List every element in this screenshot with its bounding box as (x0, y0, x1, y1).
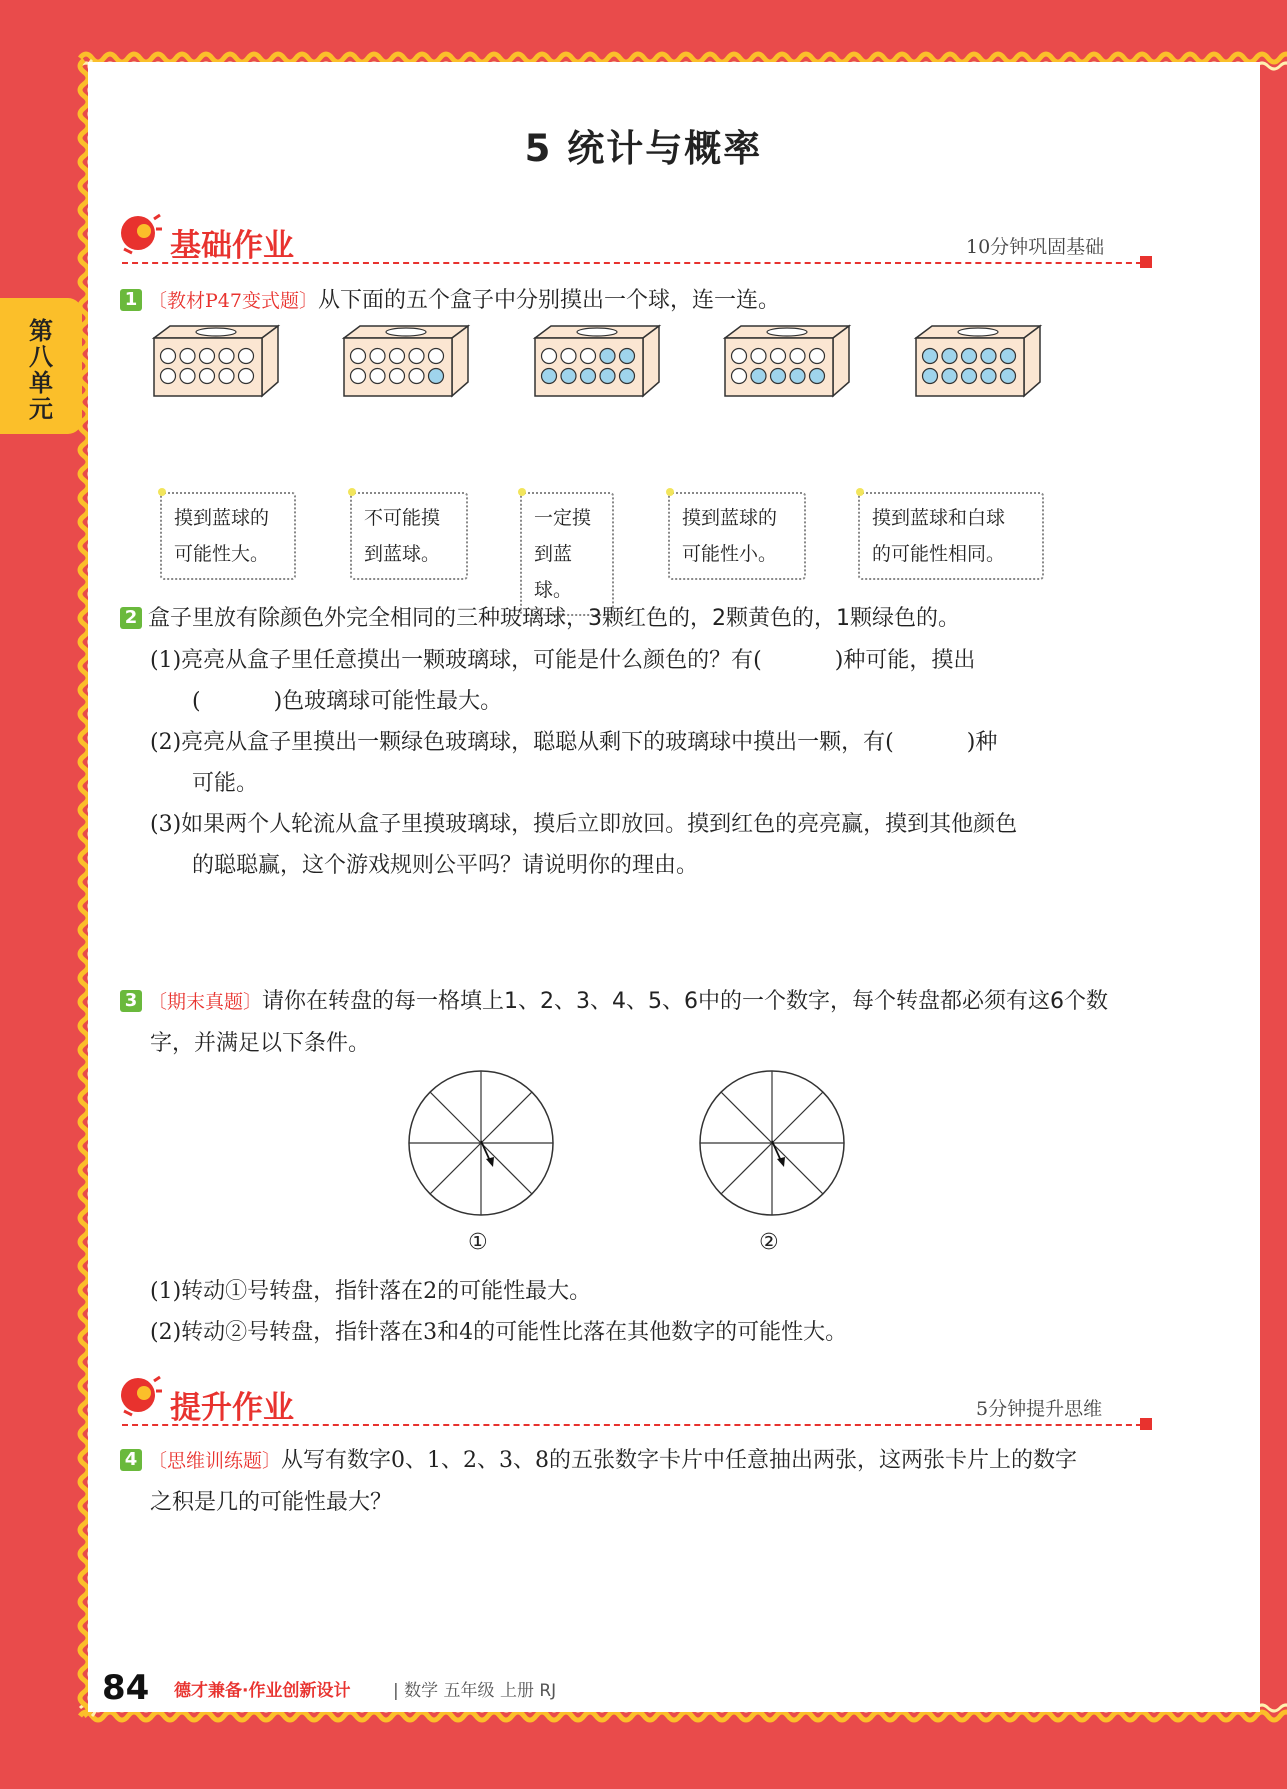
white-ball (351, 349, 366, 364)
blue-ball (771, 369, 786, 384)
question-1 (120, 280, 780, 322)
q3-condition-1: (1)转动①号转盘，指针落在2的可能性最大。 (150, 1279, 592, 1304)
blue-ball (429, 369, 444, 384)
white-ball (390, 349, 405, 364)
blue-ball (942, 349, 957, 364)
blue-ball (542, 369, 557, 384)
card-pin-icon (518, 488, 526, 496)
blue-ball (981, 369, 996, 384)
question-number: 4 (120, 1449, 142, 1471)
question-text: 从写有数字0、1、2、3、8的五张数字卡片中任意抽出两张，这两张卡片上的数字 (281, 1448, 1078, 1473)
page-number: 84 (102, 1668, 150, 1708)
white-ball (561, 349, 576, 364)
white-ball (351, 369, 366, 384)
white-ball (790, 349, 805, 364)
lightbulb-mascot-icon (116, 209, 162, 259)
section-title-advanced: 提升作业 (170, 1390, 294, 1426)
divider-end-mark (1140, 256, 1152, 268)
q2-part3-line1: (3)如果两个人轮流从盒子里摸玻璃球，摸后立即放回。摸到红色的亮亮赢，摸到其他颜色 (150, 812, 1018, 837)
card-line-2: 到蓝球。 (364, 543, 441, 565)
q2-part1-line1: (1)亮亮从盒子里任意摸出一颗玻璃球，可能是什么颜色的？有( )种可能，摸出 (150, 648, 976, 673)
question-source: 〔思维训练题〕 (148, 1450, 282, 1472)
blue-ball (600, 369, 615, 384)
blue-ball (923, 369, 938, 384)
q2-part3-line2: 的聪聪赢，这个游戏规则公平吗？请说明你的理由。 (192, 853, 699, 878)
footer-info: | 数学 五年级 上册 RJ (393, 1681, 557, 1701)
section-subtitle-basic: 10分钟巩固基础 (966, 236, 1105, 258)
question-text: 盒子里放有除颜色外完全相同的三种玻璃球，3颗红色的，2颗黄色的，1颗绿色的。 (148, 606, 960, 631)
q2-part1-line2: ( )色玻璃球可能性最大。 (192, 689, 503, 714)
card-pin-icon (856, 488, 864, 496)
card-line-2: 可能性小。 (682, 543, 778, 565)
q2-part2-line2: 可能。 (192, 771, 259, 796)
white-ball (409, 349, 424, 364)
blue-ball (751, 369, 766, 384)
question-source: 〔教材P47变式题〕 (148, 290, 318, 312)
spinner-wheel-2 (697, 1068, 847, 1218)
white-ball (200, 369, 215, 384)
white-ball (732, 369, 747, 384)
question-number: 3 (120, 990, 142, 1012)
answer-card (668, 492, 806, 580)
card-line-1: 不可能摸 (364, 507, 441, 529)
divider-end-mark (1140, 1418, 1152, 1430)
question-number: 2 (120, 607, 142, 629)
spinner-wheel-1 (406, 1068, 556, 1218)
page-title: 5 统计与概率 (524, 127, 763, 170)
ball-box (344, 326, 468, 396)
blue-ball (962, 369, 977, 384)
blue-ball (600, 349, 615, 364)
blue-ball (790, 369, 805, 384)
q3-condition-2: (2)转动②号转盘，指针落在3和4的可能性比落在其他数字的可能性大。 (150, 1320, 848, 1345)
unit-side-tab (0, 298, 82, 434)
blue-ball (942, 369, 957, 384)
side-tab-text: 第 八 单 元 (29, 317, 53, 423)
card-line-1: 一定摸 (534, 507, 592, 529)
blue-ball (1001, 349, 1016, 364)
white-ball (542, 349, 557, 364)
card-line-2: 可能性大。 (174, 543, 270, 565)
white-ball (732, 349, 747, 364)
card-pin-icon (666, 488, 674, 496)
footer-brand: 德才兼备·作业创新设计 (174, 1681, 351, 1701)
white-ball (180, 369, 195, 384)
blue-ball (620, 369, 635, 384)
white-ball (771, 349, 786, 364)
white-ball (219, 349, 234, 364)
section-divider (122, 262, 1152, 264)
card-pin-icon (158, 488, 166, 496)
blue-ball (962, 349, 977, 364)
card-line-1: 摸到蓝球的 (174, 507, 270, 529)
white-ball (239, 349, 254, 364)
white-ball (581, 349, 596, 364)
section-subtitle-advanced: 5分钟提升思维 (976, 1398, 1103, 1420)
white-ball (239, 369, 254, 384)
card-pin-icon (348, 488, 356, 496)
white-ball (180, 349, 195, 364)
answer-card (858, 492, 1044, 580)
blue-ball (923, 349, 938, 364)
question-3-line2: 字，并满足以下条件。 (150, 1031, 371, 1056)
ball-box (725, 326, 849, 396)
blue-ball (581, 369, 596, 384)
ball-boxes (140, 322, 1060, 402)
blue-ball (620, 349, 635, 364)
lightbulb-mascot-icon (116, 1371, 162, 1421)
question-text: 从下面的五个盒子中分别摸出一个球，连一连。 (317, 288, 780, 313)
question-source: 〔期末真题〕 (148, 991, 263, 1013)
section-divider (122, 1424, 1152, 1426)
blue-ball (561, 369, 576, 384)
question-4-line2: 之积是几的可能性最大？ (150, 1490, 393, 1515)
white-ball (161, 349, 176, 364)
white-ball (409, 369, 424, 384)
card-line-1: 摸到蓝球和白球 (872, 507, 1006, 529)
card-line-1: 摸到蓝球的 (682, 507, 778, 529)
white-ball (370, 369, 385, 384)
ball-box (916, 326, 1040, 396)
question-3 (120, 981, 1108, 1023)
white-ball (370, 349, 385, 364)
wheel-2-label: ② (759, 1230, 779, 1255)
question-number: 1 (120, 289, 142, 311)
question-2 (120, 598, 960, 639)
white-ball (161, 369, 176, 384)
white-ball (429, 349, 444, 364)
question-4 (120, 1440, 1077, 1482)
q2-part2-line1: (2)亮亮从盒子里摸出一颗绿色玻璃球，聪聪从剩下的玻璃球中摸出一颗，有( )种 (150, 730, 998, 755)
ball-box (535, 326, 659, 396)
wheel-1-label: ① (468, 1230, 488, 1255)
white-ball (810, 349, 825, 364)
answer-card (160, 492, 296, 580)
blue-ball (1001, 369, 1016, 384)
white-ball (751, 349, 766, 364)
blue-ball (810, 369, 825, 384)
question-text: 请你在转盘的每一格填上1、2、3、4、5、6中的一个数字，每个转盘都必须有这6个数 (262, 989, 1108, 1014)
section-title-basic: 基础作业 (170, 228, 294, 264)
card-line-2: 到蓝球。 (534, 543, 573, 601)
white-ball (219, 369, 234, 384)
card-line-2: 的可能性相同。 (872, 543, 1006, 565)
blue-ball (981, 349, 996, 364)
answer-card (350, 492, 468, 580)
white-ball (390, 369, 405, 384)
white-ball (200, 349, 215, 364)
ball-box (154, 326, 278, 396)
